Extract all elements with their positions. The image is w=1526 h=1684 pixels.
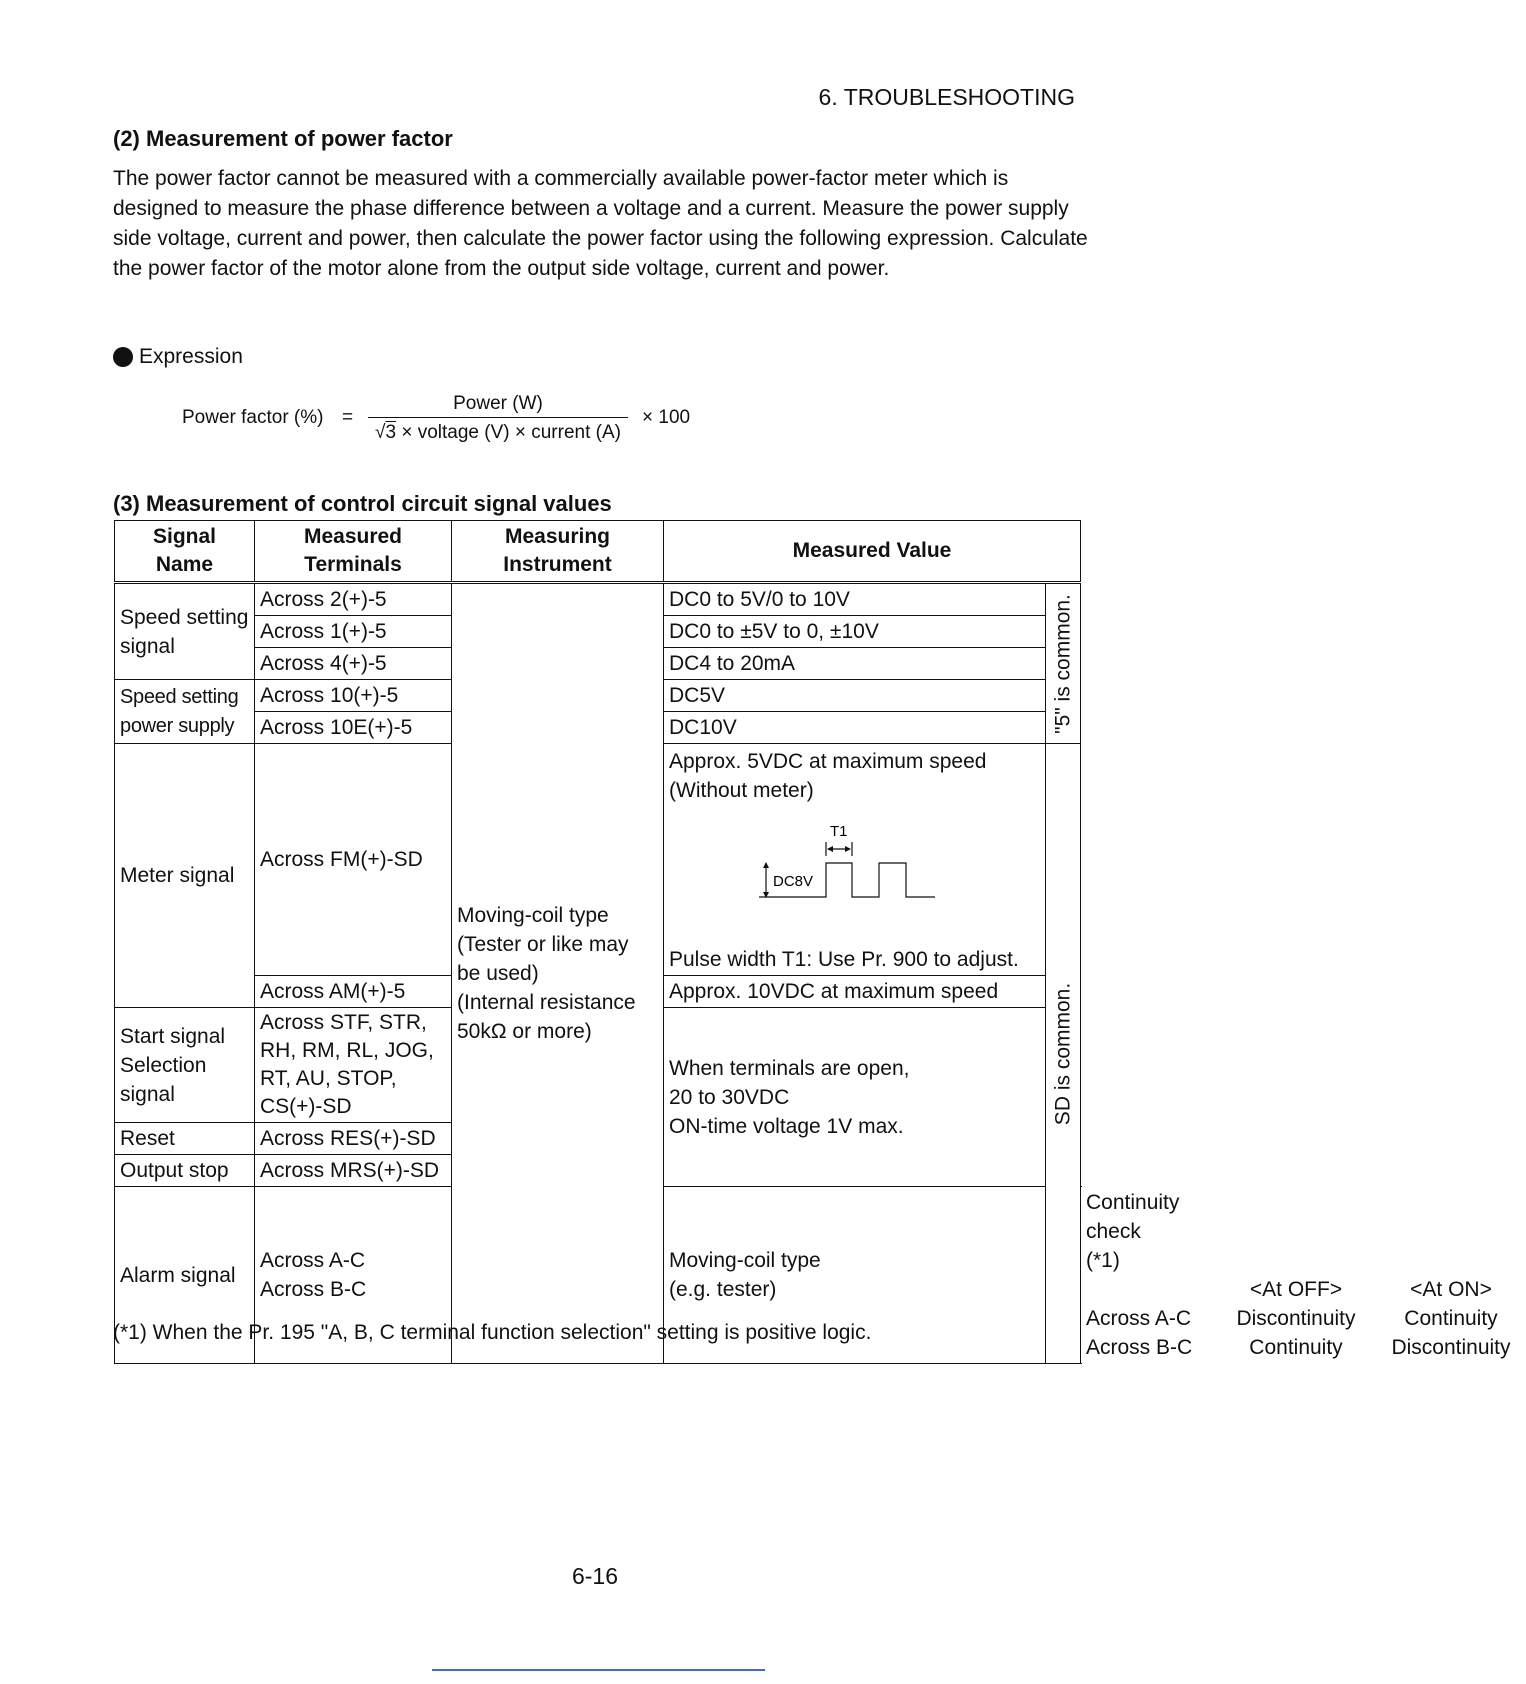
bottom-divider [432,1669,765,1671]
cell-reset: Reset [115,1123,255,1155]
cell-output-stop: Output stop [115,1155,255,1187]
formula-numerator: Power (W) [368,391,628,418]
cell-value: DC0 to ±5V to 0, ±10V [664,616,1046,648]
cell-terminal: Across FM(+)-SD [255,744,452,976]
bullet-dot-icon [113,347,133,367]
chapter-header: 6. TROUBLESHOOTING [818,84,1075,110]
cell-start-selection-signal: Start signal Selection signal [115,1008,255,1123]
header-measured-value: Measured Value [664,521,1081,583]
cell-common-sd-note: SD is common. [1046,744,1081,1364]
cell-instrument-moving-coil: Moving-coil type (Tester or like may be used) (Internal resistance 50kΩ or more) [452,583,664,1364]
header-measured-terminals: Measured Terminals [255,521,452,583]
cell-value: DC10V [664,712,1046,744]
formula-denominator [368,418,628,446]
cell-terminal: Across 4(+)-5 [255,648,452,680]
header-measuring-instrument: Measuring Instrument [452,521,664,583]
sqrt-symbol: √ [375,422,386,443]
cell-terminal: Across 1(+)-5 [255,616,452,648]
pulse-diagram [669,805,1040,945]
cell-terminal: Across A-C Across B-C [255,1187,452,1364]
cell-value: DC4 to 20mA [664,648,1046,680]
sqrt-argument: 3 [385,422,397,443]
formula-lhs: Power factor (%) [182,407,324,428]
cell-value: DC0 to 5V/0 to 10V [664,583,1046,616]
pulse-dc8v-label: DC8V [773,873,814,890]
cell-terminal: Across 10E(+)-5 [255,712,452,744]
cell-alarm-instrument: Moving-coil type (e.g. tester) [664,1187,1046,1364]
table-header-row [115,521,1081,583]
cell-terminal: Across RES(+)-SD [255,1123,452,1155]
cell-value-fm: Approx. 5VDC at maximum speed (Without meter) T1 DC8V Pulse width T1: Use Pr. 900 to adjust. [664,744,1046,976]
expression-heading [113,345,243,369]
cell-value: DC5V [664,680,1046,712]
footnote: (*1) When the Pr. 195 "A, B, C terminal function selection" setting is positive logic. [113,1321,872,1344]
cell-terminal: Across AM(+)-5 [255,976,452,1008]
section-3-title: (3) Measurement of control circuit signal values [113,491,612,516]
cell-terminal: Across 2(+)-5 [255,583,452,616]
cell-value: Approx. 10VDC at maximum speed [664,976,1046,1008]
cell-terminal: Across 10(+)-5 [255,680,452,712]
cell-alarm-signal: Alarm signal [115,1187,255,1364]
page-number: 6-16 [571,1563,619,1589]
table-row: Alarm signal Across A-C Across B-C Moving-coil type (e.g. tester) Continuity check (*1) <At OFF> <At ON> Across A-C Discontinuity Continuity Across B-C Continuity Discontinuity [115,1187,1081,1364]
formula-denominator-text: × voltage (V) × current (A) [396,422,621,443]
cell-terminal: Across MRS(+)-SD [255,1155,452,1187]
section-2-title: (2) Measurement of power factor [113,126,453,151]
section-2-body: The power factor cannot be measured with a commercially available power-factor meter which is designed to measure the phase difference between a voltage and a current. Measure the power supply side voltage, current and power, then calculate the power factor using the following expression. Calculate the power factor of the motor alone from the output side voltage, current and power. [113,167,1088,280]
formula-equals: = [342,407,354,428]
table-row [115,583,1081,616]
pulse-waveform-svg [669,805,1041,945]
cell-value-open-terminals: When terminals are open, 20 to 30VDC ON-time voltage 1V max. [664,1008,1046,1187]
expression-label: Expression [139,345,243,368]
formula-fraction [368,391,628,446]
cell-terminal: Across STF, STR, RH, RM, RL, JOG, RT, AU, STOP, CS(+)-SD [255,1008,452,1123]
signal-values-table [114,520,1511,1364]
pulse-t1-label: T1 [830,823,848,840]
formula-multiplier: × 100 [642,407,691,428]
cell-speed-setting-power-supply: Speed setting power supply [115,680,255,744]
cell-meter-signal: Meter signal [115,744,255,1008]
cell-speed-setting-signal: Speed setting signal [115,583,255,680]
header-signal-name: Signal Name [115,521,255,583]
cell-common-5-note: "5" is common. [1046,583,1081,744]
